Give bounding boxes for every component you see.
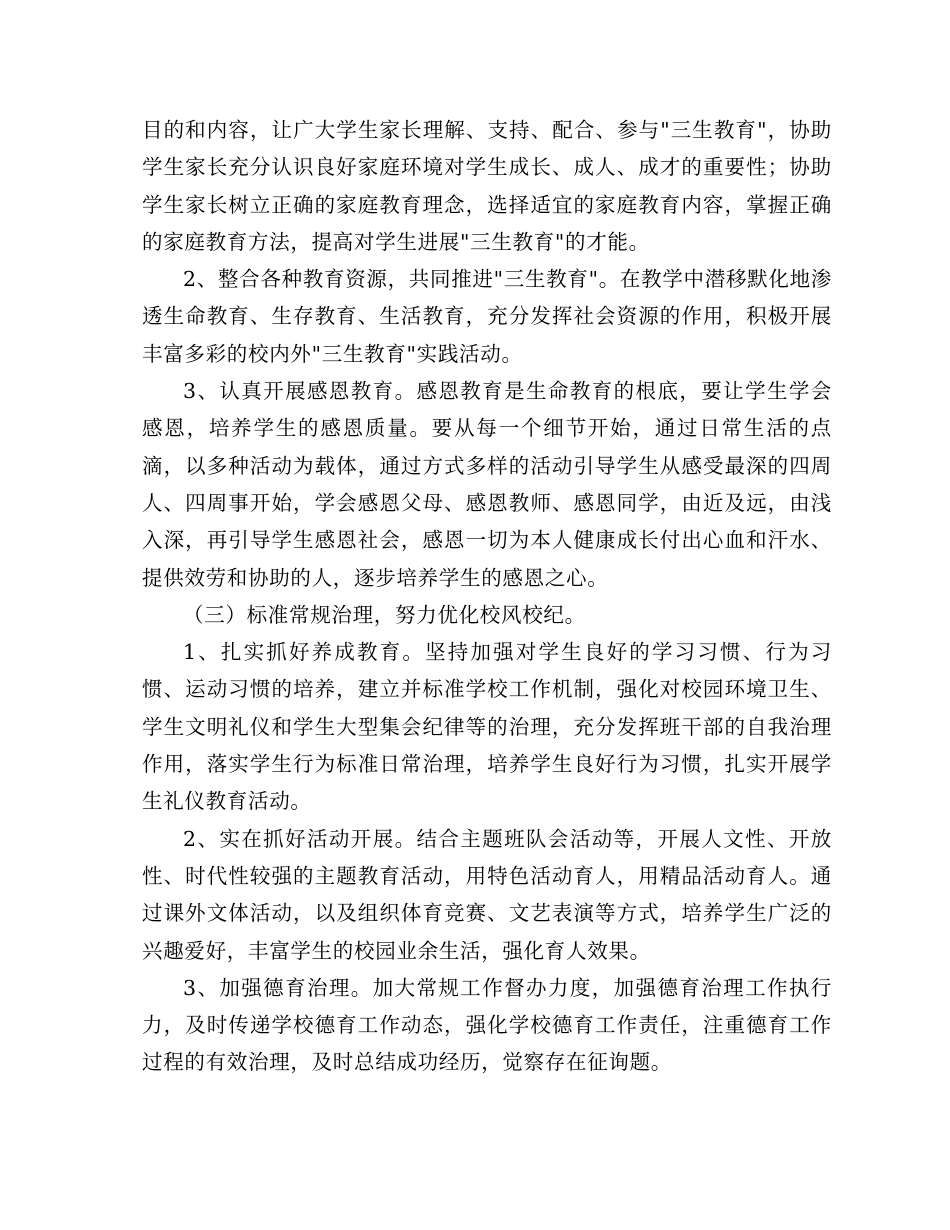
paragraph-activity-development: 2、实在抓好活动开展。结合主题班队会活动等，开展人文性、开放性、时代性较强的主题教育活动，用特色活动育人，用精品活动育人。通过课外文体活动，以及组织体育竞赛、文艺表演等方式，培养学生广泛的兴趣爱好，丰富学生的校园业余生活，强化育人效果。 [142, 826, 832, 963]
paragraph-moral-education-management: 3、加强德育治理。加大常规工作督办力度，加强德育治理工作执行力，及时传递学校德育工作动态，强化学校德育工作责任，注重德育工作过程的有效治理，及时总结成功经历，觉察存在征询题。 [142, 975, 832, 1075]
section-heading-standard-management: （三）标准常规治理，努力优化校风校纪。 [183, 602, 586, 627]
paragraph-integrate-resources: 2、整合各种教育资源，共同推进"三生教育"。在教学中潜移默化地渗透生命教育、生存教育、生活教育，充分发挥社会资源的作用，积极开展丰富多彩的校内外"三生教育"实践活动。 [142, 267, 832, 366]
document-body [142, 112, 832, 1082]
paragraph-parent-communication: 目的和内容，让广大学生家长理解、支持、配合、参与"三生教育"，协助学生家长充分认识良好家庭环境对学生成长、成人、成才的重要性；协助学生家长树立正确的家庭教育理念，选择适宜的家庭教育内容，掌握正确的家庭教育方法，提高对学生进展"三生教育"的才能。 [142, 118, 832, 254]
paragraph-gratitude-education: 3、认真开展感恩教育。感恩教育是生命教育的根底，要让学生学会感恩，培养学生的感恩质量。要从每一个细节开始，通过日常生活的点滴，以多种活动为载体，通过方式多样的活动引导学生从感受最深的四周人、四周事开始，学会感恩父母、感恩教师、感恩同学，由近及远，由浅入深，再引导学生感恩社会，感恩一切为本人健康成长付出心血和汗水、提供效劳和协助的人，逐步培养学生的感恩之心。 [142, 379, 832, 590]
paragraph-habit-education: 1、扎实抓好养成教育。坚持加强对学生良好的学习习惯、行为习惯、运动习惯的培养，建立并标准学校工作机制，强化对校园环境卫生、学生文明礼仪和学生大型集会纪律等的治理，充分发挥班干部的自我治理作用，落实学生行为标准日常治理，培养学生良好行为习惯，扎实开展学生礼仪教育活动。 [142, 640, 832, 814]
